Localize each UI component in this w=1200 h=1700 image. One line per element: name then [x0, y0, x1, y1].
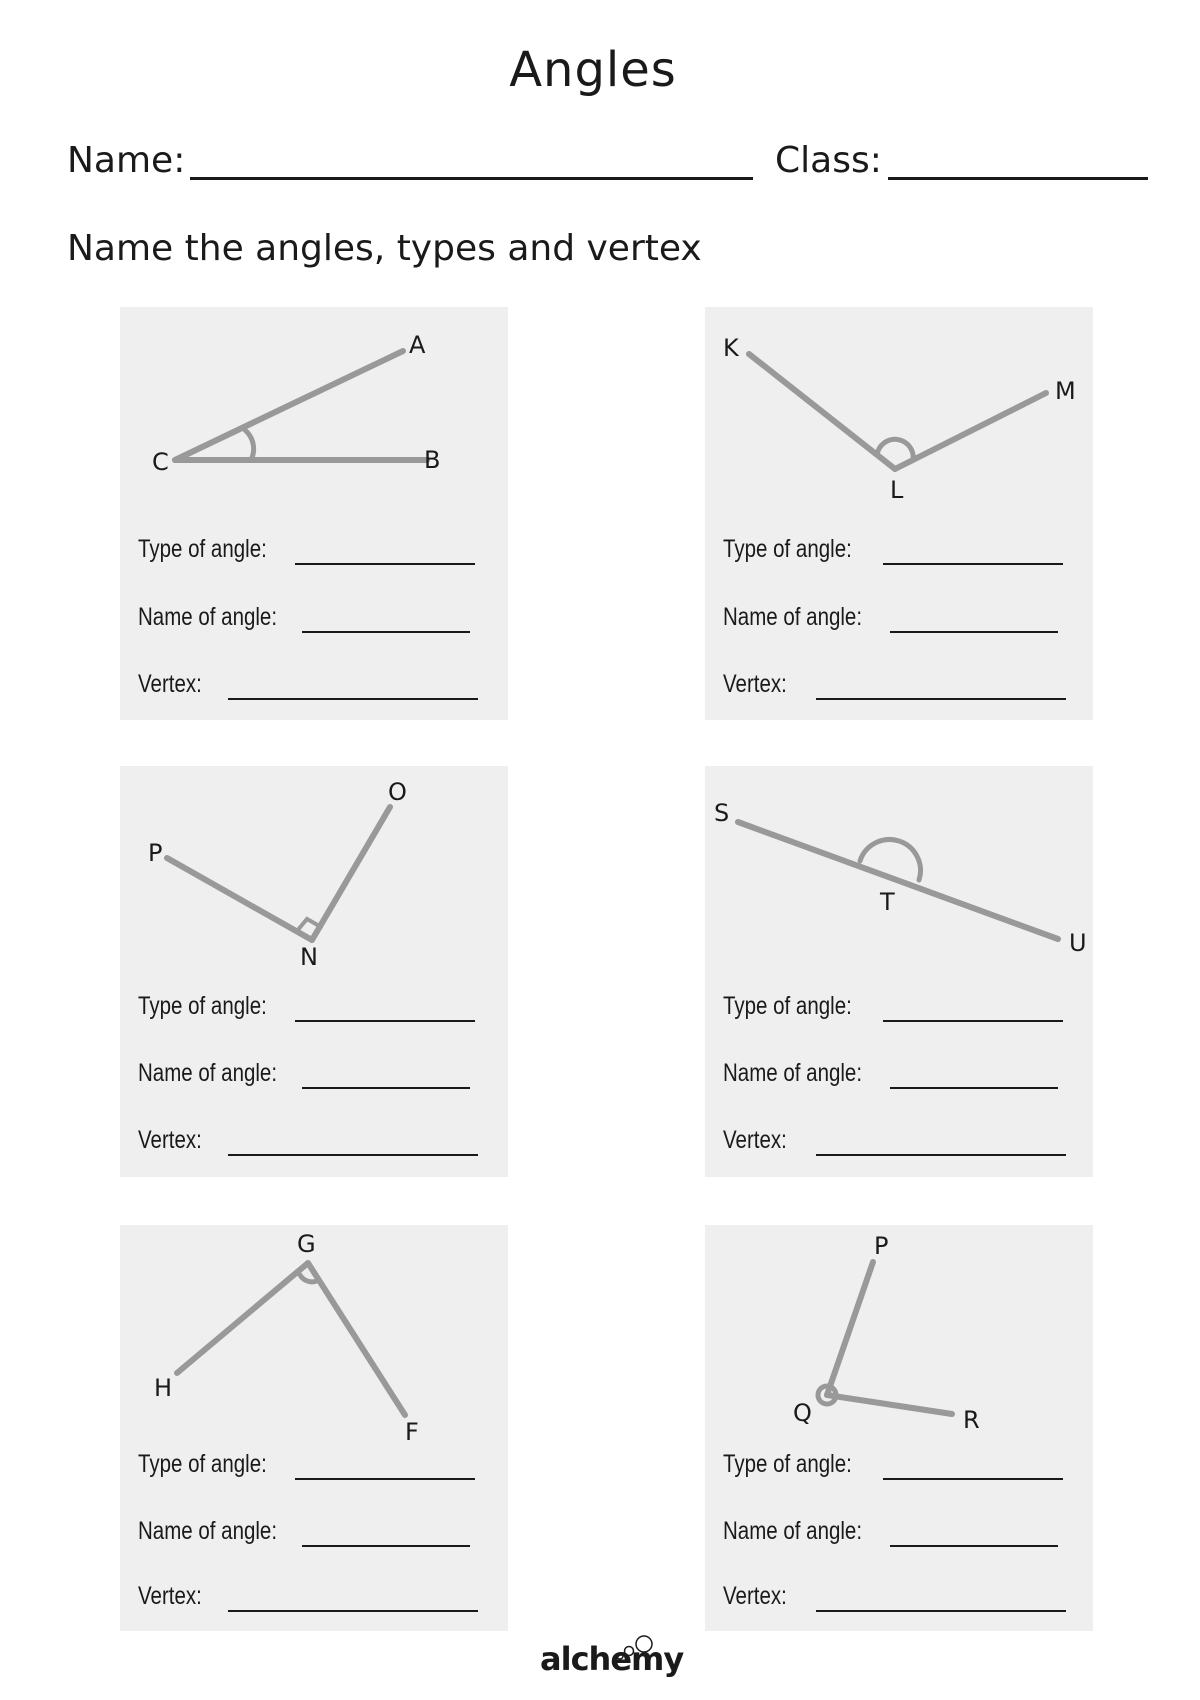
type-of-angle-answer[interactable]: [883, 563, 1063, 565]
name-of-angle-label: Name of angle:: [138, 1059, 278, 1087]
angle-card-klm: [705, 307, 1093, 720]
name-label: Name:: [67, 140, 186, 181]
name-of-angle-answer[interactable]: [302, 1545, 470, 1547]
class-label: Class:: [775, 140, 882, 181]
vertex-label: Vertex:: [723, 670, 787, 698]
point-label: C: [152, 448, 169, 476]
name-of-angle-answer[interactable]: [890, 1545, 1058, 1547]
point-label: K: [723, 334, 739, 362]
angle-card-pqr: [705, 1225, 1093, 1631]
name-of-angle-answer[interactable]: [302, 1087, 470, 1089]
instruction-text: Name the angles, types and vertex: [67, 228, 702, 269]
type-of-angle-label: Type of angle:: [723, 1450, 852, 1478]
point-label: H: [154, 1374, 173, 1402]
point-label: F: [405, 1418, 419, 1446]
name-blank-line[interactable]: [190, 177, 753, 180]
type-of-angle-label: Type of angle:: [723, 535, 852, 563]
point-label: B: [424, 446, 441, 474]
angle-diagram-stu: [705, 766, 1093, 1177]
worksheet-title: Angles: [509, 42, 677, 98]
type-of-angle-label: Type of angle:: [138, 535, 267, 563]
type-of-angle-answer[interactable]: [883, 1478, 1063, 1480]
point-label: L: [890, 476, 904, 504]
point-label: R: [963, 1406, 980, 1434]
point-label: A: [409, 331, 426, 359]
angle-card-onp: [120, 766, 508, 1177]
angle-diagram-pqr: [705, 1225, 1093, 1631]
name-of-angle-answer[interactable]: [890, 631, 1058, 633]
vertex-label: Vertex:: [138, 670, 202, 698]
point-label: O: [388, 778, 407, 806]
vertex-answer[interactable]: [816, 1610, 1066, 1612]
vertex-label: Vertex:: [138, 1582, 202, 1610]
vertex-answer[interactable]: [228, 1610, 478, 1612]
point-label: U: [1069, 929, 1087, 957]
vertex-answer[interactable]: [816, 698, 1066, 700]
angle-diagram-hgf: [120, 1225, 508, 1631]
name-of-angle-label: Name of angle:: [723, 603, 863, 631]
point-label: P: [874, 1232, 889, 1260]
type-of-angle-answer[interactable]: [295, 563, 475, 565]
vertex-label: Vertex:: [723, 1582, 787, 1610]
point-label: N: [300, 943, 318, 971]
point-label: G: [297, 1230, 316, 1258]
angle-card-stu: [705, 766, 1093, 1177]
angle-diagram-onp: [120, 766, 508, 1177]
name-of-angle-label: Name of angle:: [723, 1059, 863, 1087]
vertex-label: Vertex:: [723, 1126, 787, 1154]
type-of-angle-answer[interactable]: [883, 1020, 1063, 1022]
point-label: M: [1055, 377, 1076, 405]
point-label: T: [880, 888, 895, 916]
point-label: Q: [793, 1399, 812, 1427]
angle-diagram-klm: [705, 307, 1093, 720]
angle-diagram-acb: [120, 307, 508, 720]
name-of-angle-label: Name of angle:: [138, 1517, 278, 1545]
vertex-answer[interactable]: [228, 1154, 478, 1156]
type-of-angle-answer[interactable]: [295, 1020, 475, 1022]
name-of-angle-label: Name of angle:: [723, 1517, 863, 1545]
vertex-answer[interactable]: [816, 1154, 1066, 1156]
type-of-angle-label: Type of angle:: [723, 992, 852, 1020]
angle-card-hgf: [120, 1225, 508, 1631]
class-blank-line[interactable]: [888, 177, 1148, 180]
vertex-answer[interactable]: [228, 698, 478, 700]
logo-bubbles-icon: [614, 1634, 664, 1664]
vertex-label: Vertex:: [138, 1126, 202, 1154]
type-of-angle-label: Type of angle:: [138, 992, 267, 1020]
name-of-angle-answer[interactable]: [890, 1087, 1058, 1089]
angle-card-acb: [120, 307, 508, 720]
type-of-angle-answer[interactable]: [295, 1478, 475, 1480]
alchemy-logo: alchemy: [540, 1640, 684, 1678]
name-of-angle-answer[interactable]: [302, 631, 470, 633]
name-of-angle-label: Name of angle:: [138, 603, 278, 631]
point-label: S: [714, 799, 730, 827]
type-of-angle-label: Type of angle:: [138, 1450, 267, 1478]
point-label: P: [148, 839, 163, 867]
